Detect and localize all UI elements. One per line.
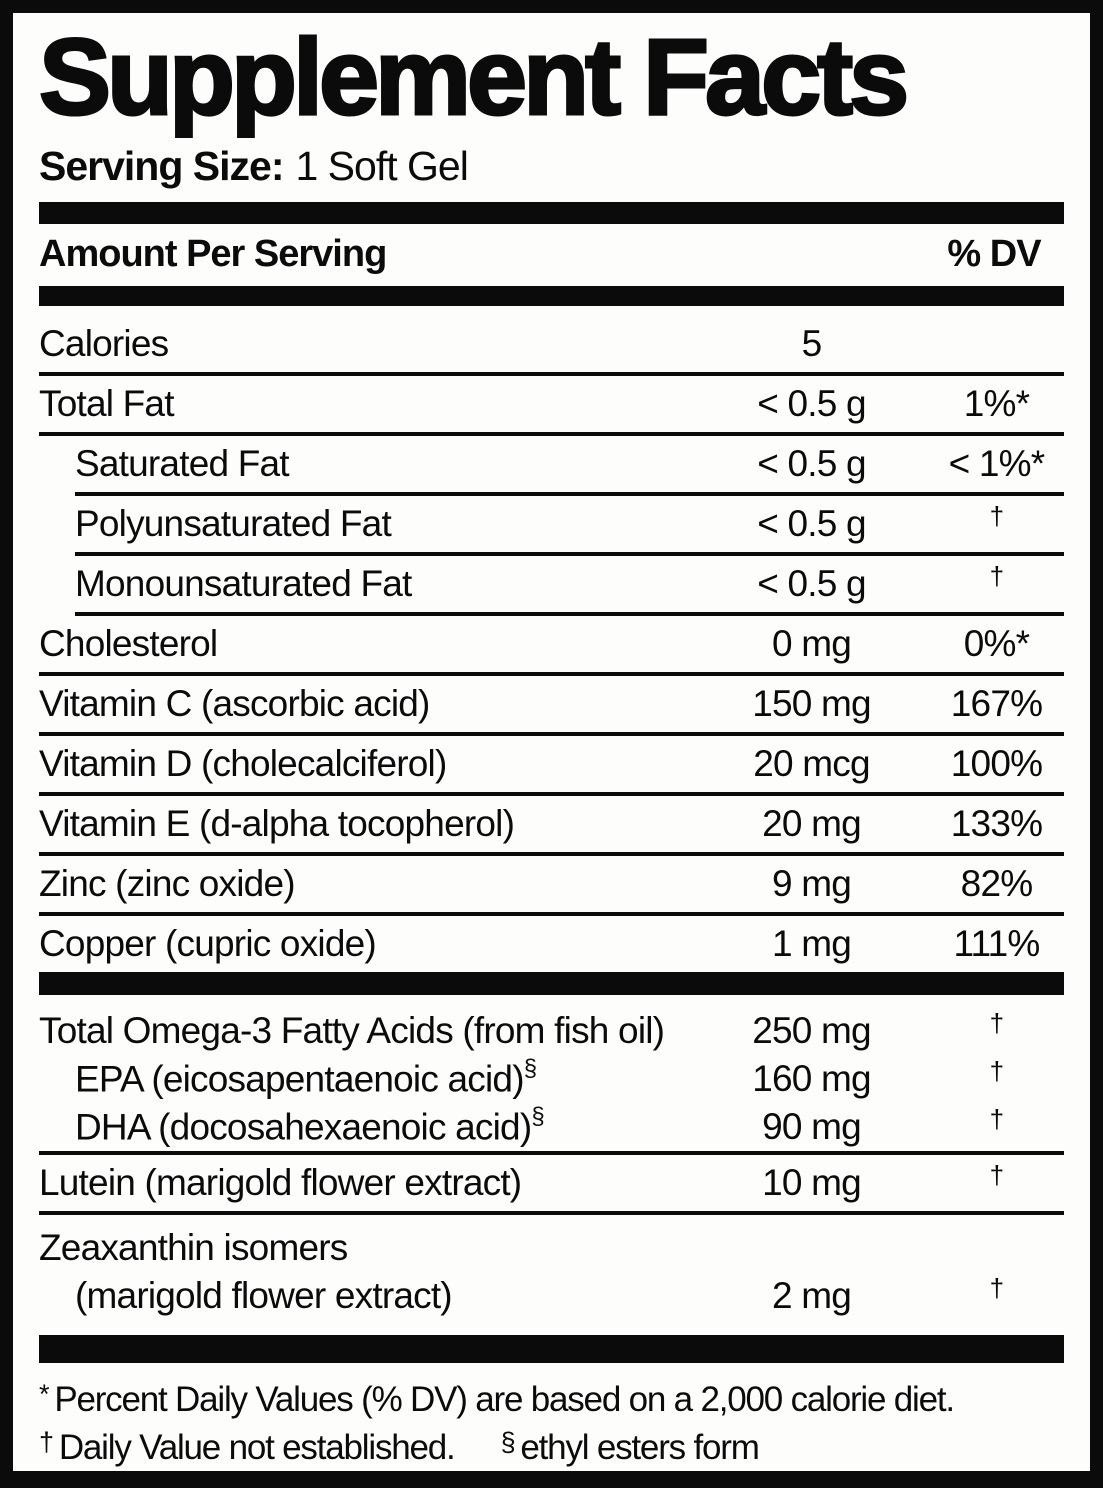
nutrient-amount: 9 mg [771,862,852,904]
nutrient-name: Vitamin E (d-alpha tocopherol) [39,802,515,844]
nutrient-name: Monounsaturated Fat [75,562,412,604]
nutrient-name: EPA (eicosapentaenoic acid) [75,1058,524,1100]
table-row-copper [39,916,1064,972]
table-row-total-omega-3 [39,1007,1064,1055]
table-row-vitamin-e [39,796,1064,852]
nutrient-name: Polyunsaturated Fat [75,502,391,544]
thick-divider-top [39,202,1064,224]
nutrient-amount: 160 mg [752,1057,871,1099]
serving-size-value: 1 Soft Gel [295,142,468,189]
nutrient-amount: < 0.5 g [757,562,866,604]
table-row-dha [39,1103,1064,1151]
dagger-symbol: † [989,1055,1004,1086]
dagger-symbol: † [989,1159,1004,1190]
nutrient-name: Zinc (zinc oxide) [39,862,295,904]
amount-per-serving-header: Amount Per Serving [39,233,387,276]
nutrient-dv: < 1%* [948,442,1045,484]
nutrient-name: Cholesterol [39,622,218,664]
section-sign: § [523,1054,537,1082]
nutrient-name: Calories [39,322,169,364]
nutrient-dv: 82% [960,862,1033,904]
dagger-symbol: † [989,560,1004,591]
nutrient-name: Lutein (marigold flower extract) [39,1161,522,1203]
table-row-lutein [39,1155,1064,1211]
footnote-daily-value [39,1425,1064,1473]
nutrient-table [39,306,1064,972]
percent-dv-header: % DV [947,233,1041,276]
dagger-symbol: † [989,1007,1004,1038]
nutrient-name: Saturated Fat [75,442,289,484]
nutrient-amount: 20 mcg [753,742,870,784]
nutrient-name: Vitamin D (cholecalciferol) [39,742,447,784]
serving-size-label: Serving Size: [39,142,284,189]
asterisk-marker: * [39,1378,49,1409]
table-row-polyunsaturated-fat [39,496,1064,552]
nutrient-dv: 0%* [963,622,1030,664]
section-sign: § [531,1102,544,1130]
thick-divider-header [39,286,1064,306]
footnotes [39,1363,1064,1473]
table-row-zinc [39,856,1064,912]
nutrient-amount: 10 mg [762,1161,861,1203]
nutrient-amount: 250 mg [752,1009,871,1051]
table-row-zeaxanthin [39,1215,1064,1323]
nutrient-amount: 150 mg [752,682,871,724]
nutrient-name-line2: (marigold flower extract) [75,1274,452,1316]
nutrient-name: Vitamin C (ascorbic acid) [39,682,430,724]
nutrient-dv: 133% [950,802,1043,844]
table-row-saturated-fat [39,436,1064,492]
nutrient-dv: 100% [950,742,1043,784]
nutrient-dv: 111% [953,922,1040,964]
thick-divider-omega [39,972,1064,995]
nutrient-amount: 20 mg [762,802,861,844]
dagger-symbol: † [989,500,1004,531]
nutrient-name: DHA (docosahexaenoic acid) [75,1106,532,1148]
nutrient-name: Total Fat [39,382,174,424]
dagger-symbol: † [989,1103,1004,1134]
label-title: Supplement Facts [39,16,906,137]
nutrient-name: Zeaxanthin isomers [39,1226,348,1268]
nutrient-amount: < 0.5 g [757,502,866,544]
footnote-percent-dv [39,1377,1064,1425]
nutrient-amount: 90 mg [762,1105,861,1147]
nutrient-amount: 5 [801,322,822,364]
dagger-marker: † [39,1426,53,1457]
nutrient-amount: 0 mg [771,622,852,664]
dagger-symbol: † [989,1272,1004,1303]
table-row-vitamin-c [39,676,1064,732]
nutrient-amount: 2 mg [771,1274,852,1316]
table-row-cholesterol [39,616,1064,672]
table-row-calories [39,316,1064,372]
serving-size-line [39,140,1064,192]
thick-divider-bottom [39,1335,1064,1363]
table-row-monounsaturated-fat [39,556,1064,612]
nutrient-name: Copper (cupric oxide) [39,922,376,964]
nutrient-amount: < 0.5 g [757,442,866,484]
table-row-vitamin-d [39,736,1064,792]
column-header-row [39,224,1064,286]
footnote-text: Percent Daily Values (% DV) are based on a 2,000 calorie diet. [54,1379,954,1419]
footnote-text: ethyl esters form [520,1427,759,1467]
table-row-epa [39,1055,1064,1103]
nutrient-amount: < 0.5 g [757,382,866,424]
nutrient-dv: 1%* [963,382,1030,424]
section-marker: § [500,1426,515,1457]
nutrient-amount: 1 mg [771,922,852,964]
footnote-text: Daily Value not established. [58,1427,455,1467]
nutrient-name: Total Omega-3 Fatty Acids (from fish oil) [39,1009,665,1051]
omega-3-section [39,995,1064,1151]
nutrient-dv: 167% [950,682,1043,724]
table-row-total-fat [39,376,1064,432]
